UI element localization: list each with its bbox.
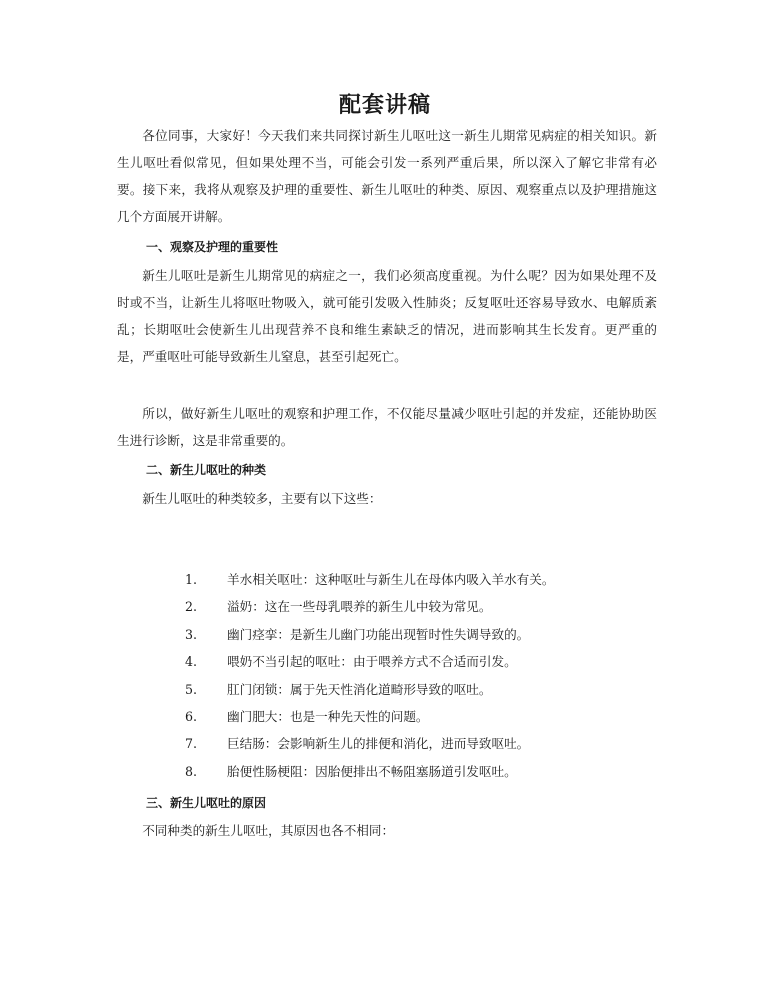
list-item-number: 7. — [185, 736, 198, 752]
list-item-number: 1. — [185, 572, 198, 587]
page-title: 配套讲稿 — [338, 93, 431, 118]
list-item-number: 3. — [185, 626, 198, 642]
section-heading-importance: 一、观察及护理的重要性 — [146, 240, 279, 254]
list-item-number: 6. — [185, 708, 198, 724]
list-item-text: 羊水相关呕吐：这种呕吐与新生儿在母体内吸入羊水有关。 — [227, 572, 555, 587]
list-item-number: 8. — [185, 763, 198, 779]
list-item — [185, 652, 645, 679]
list-item-number: 2. — [185, 599, 198, 615]
list-item — [185, 762, 645, 789]
list-item — [185, 625, 645, 652]
list-item — [185, 707, 645, 734]
vomiting-types-list — [185, 570, 645, 789]
importance-paragraph: 新生儿呕吐是新生儿期常见的病症之一，我们必须高度重视。为什么呢？因为如果处理不及时或不当，让新生儿将呕吐物吸入，就可能引发吸入性肺炎；反复呕吐还容易导致水、电解质紊乱；长期呕吐会使新生儿出现营养不良和维生素缺乏的情况，进而影响其生长发育。更严重的是，严重呕吐可能导致新生儿窒息，甚至引起死亡。 — [117, 268, 657, 364]
list-item-number: 5. — [185, 681, 198, 697]
importance-conclusion-paragraph: 所以，做好新生儿呕吐的观察和护理工作，不仅能尽量减少呕吐引起的并发症，还能协助医生进行诊断，这是非常重要的。 — [117, 406, 657, 448]
list-item-text: 喂奶不当引起的呕吐：由于喂养方式不合适而引发。 — [227, 654, 517, 670]
list-item-text: 幽门痉挛：是新生儿幽门功能出现暂时性失调导致的。 — [227, 626, 530, 642]
list-item-text: 巨结肠：会影响新生儿的排便和消化，进而导致呕吐。 — [227, 736, 530, 752]
list-item — [185, 734, 645, 761]
list-item-number: 4. — [185, 654, 198, 670]
section-heading-types: 二、新生儿呕吐的种类 — [146, 463, 267, 477]
intro-paragraph: 各位同事，大家好！今天我们来共同探讨新生儿呕吐这一新生儿期常见病症的相关知识。新生儿呕吐看似常见，但如果处理不当，可能会引发一系列严重后果，所以深入了解它非常有必要。接下来，我将从观察及护理的重要性、新生儿呕吐的种类、原因、观察重点以及护理措施这几个方面展开讲解。 — [117, 128, 657, 224]
list-item-text: 胎便性肠梗阻：因胎便排出不畅阻塞肠道引发呕吐。 — [227, 763, 517, 779]
causes-intro-paragraph: 不同种类的新生儿呕吐，其原因也各不相同： — [142, 823, 395, 838]
list-item — [185, 597, 645, 624]
section-heading-causes: 三、新生儿呕吐的原因 — [146, 796, 267, 810]
list-item — [185, 680, 645, 707]
types-intro-paragraph: 新生儿呕吐的种类较多，主要有以下这些： — [142, 491, 382, 506]
list-item-text: 溢奶：这在一些母乳喂养的新生儿中较为常见。 — [227, 599, 492, 615]
list-item — [185, 570, 645, 597]
list-item-text: 肛门闭锁：属于先天性消化道畸形导致的呕吐。 — [227, 681, 492, 697]
list-item-text: 幽门肥大：也是一种先天性的问题。 — [227, 708, 429, 724]
